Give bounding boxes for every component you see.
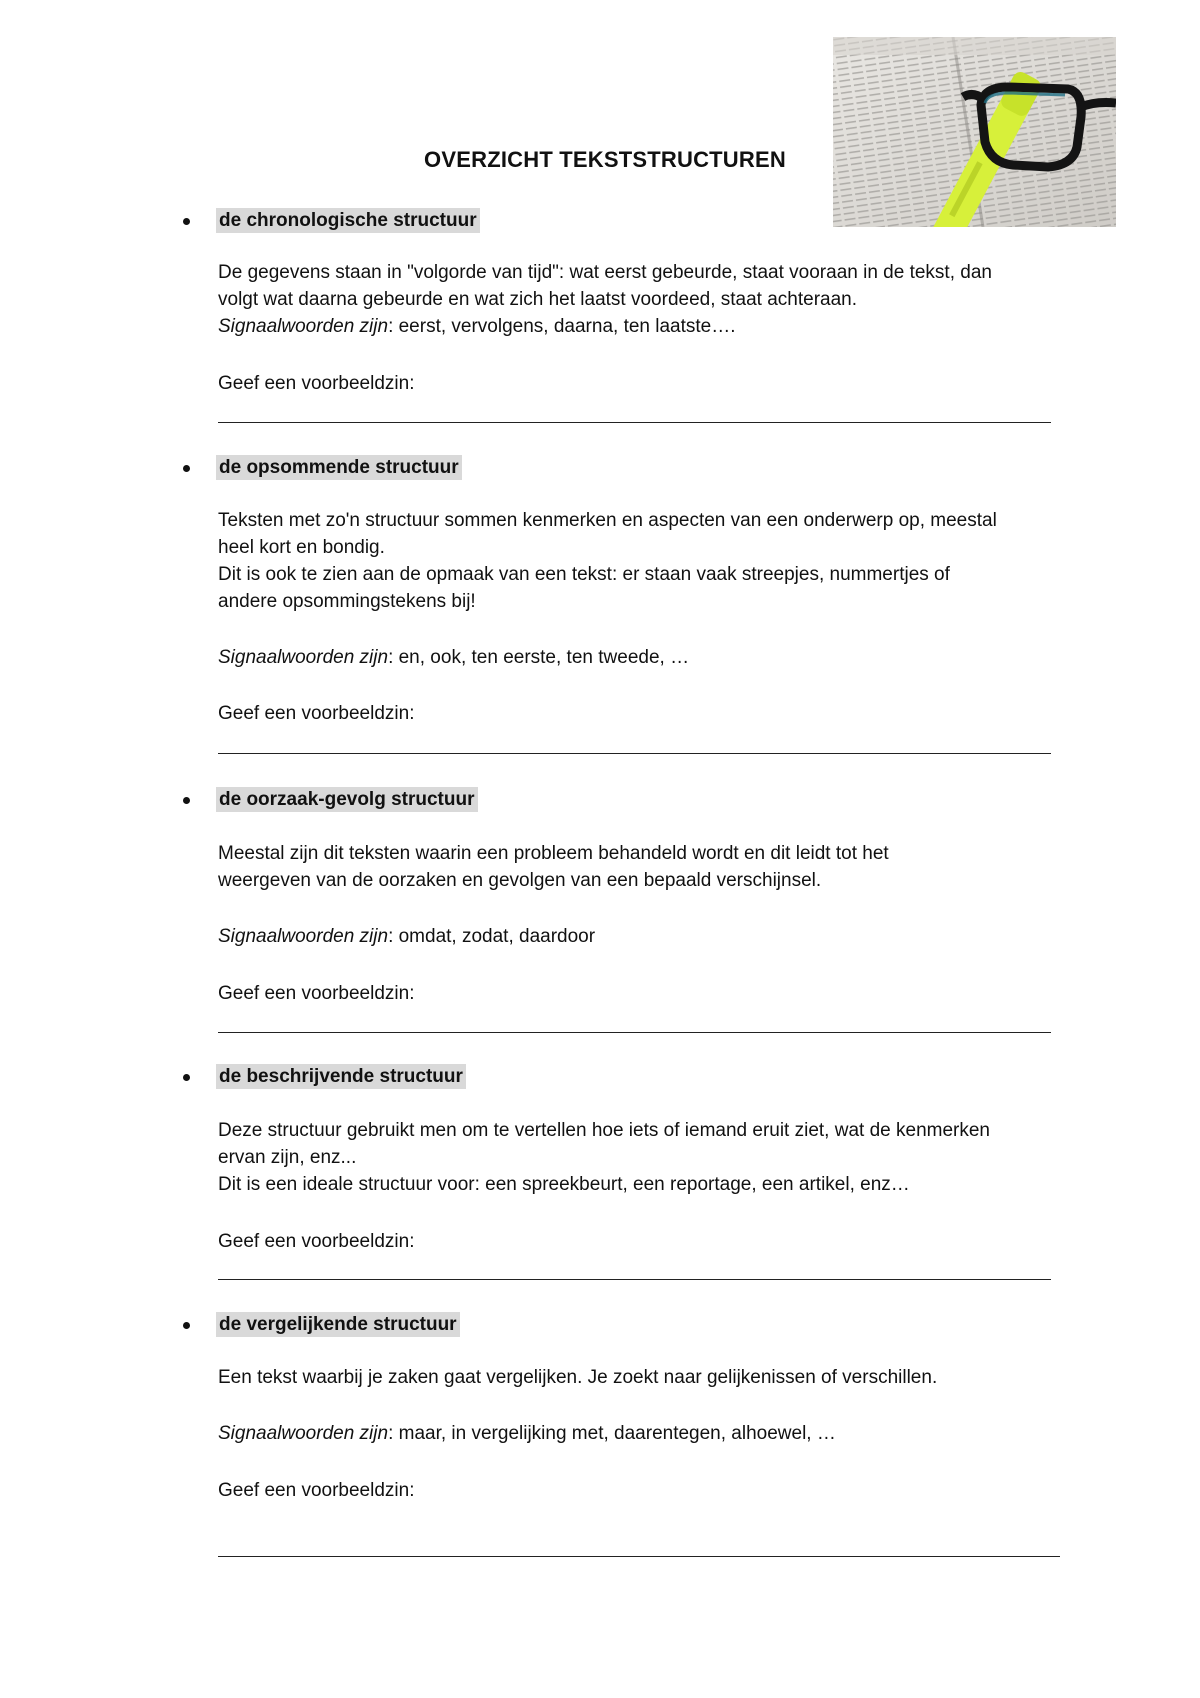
book-with-glasses-icon — [833, 37, 1116, 227]
answer-line[interactable] — [218, 422, 1051, 423]
example-prompt: Geef een voorbeeldzin: — [218, 983, 415, 1004]
body-text: Meestal zijn dit teksten waarin een probleem behandeld wordt en dit leidt tot het — [218, 843, 889, 864]
section-heading: de opsommende structuur — [216, 455, 462, 480]
bullet-icon — [183, 797, 190, 804]
bullet-icon — [183, 1074, 190, 1081]
answer-line[interactable] — [218, 1556, 1060, 1557]
bullet-icon — [183, 218, 190, 225]
example-prompt: Geef een voorbeeldzin: — [218, 703, 415, 724]
answer-line[interactable] — [218, 1279, 1051, 1280]
signal-label: Signaalwoorden zijn — [218, 647, 389, 668]
body-text: andere opsommingstekens bij! — [218, 591, 476, 612]
body-text: weergeven van de oorzaken en gevolgen van een bepaald verschijnsel. — [218, 870, 822, 891]
answer-line[interactable] — [218, 753, 1051, 754]
signal-label: Signaalwoorden zijn — [218, 926, 389, 947]
section-heading: de chronologische structuur — [216, 208, 480, 233]
section-heading: de beschrijvende structuur — [216, 1064, 466, 1089]
body-text: volgt wat daarna gebeurde en wat zich het laatst voordeed, staat achteraan. — [218, 289, 858, 310]
body-text: Dit is ook te zien aan de opmaak van een tekst: er staan vaak streepjes, nummertjes of — [218, 564, 950, 585]
body-text: ervan zijn, enz... — [218, 1147, 357, 1168]
answer-line[interactable] — [218, 1032, 1051, 1033]
signal-words-list: : omdat, zodat, daardoor — [388, 926, 596, 947]
signal-label: Signaalwoorden zijn — [218, 316, 389, 337]
body-text: Deze structuur gebruikt men om te vertellen hoe iets of iemand eruit ziet, wat de kenmerken — [218, 1120, 990, 1141]
bullet-icon — [183, 465, 190, 472]
example-prompt: Geef een voorbeeldzin: — [218, 1480, 415, 1501]
body-text: Een tekst waarbij je zaken gaat vergelijken. Je zoekt naar gelijkenissen of verschillen. — [218, 1367, 938, 1388]
header-photo — [833, 37, 1116, 227]
signal-words — [218, 923, 595, 950]
signal-words-list: : eerst, vervolgens, daarna, ten laatste…. — [388, 316, 736, 337]
signal-words — [218, 644, 689, 671]
example-prompt: Geef een voorbeeldzin: — [218, 373, 415, 394]
page-title: OVERZICHT TEKSTSTRUCTUREN — [424, 147, 786, 172]
example-prompt: Geef een voorbeeldzin: — [218, 1231, 415, 1252]
body-text: Teksten met zo'n structuur sommen kenmerken en aspecten van een onderwerp op, meestal — [218, 510, 997, 531]
body-text: De gegevens staan in "volgorde van tijd": wat eerst gebeurde, staat vooraan in de tekst, dan — [218, 262, 992, 283]
signal-label: Signaalwoorden zijn — [218, 1423, 389, 1444]
section-heading: de vergelijkende structuur — [216, 1312, 460, 1337]
section-heading: de oorzaak-gevolg structuur — [216, 787, 478, 812]
signal-words-list: : en, ook, ten eerste, ten tweede, … — [388, 647, 690, 668]
body-text: heel kort en bondig. — [218, 537, 385, 558]
bullet-icon — [183, 1322, 190, 1329]
signal-words-list: : maar, in vergelijking met, daarentegen, alhoewel, … — [388, 1423, 836, 1444]
signal-words — [218, 1420, 836, 1447]
signal-words — [218, 313, 736, 340]
body-text: Dit is een ideale structuur voor: een spreekbeurt, een reportage, een artikel, enz… — [218, 1174, 910, 1195]
